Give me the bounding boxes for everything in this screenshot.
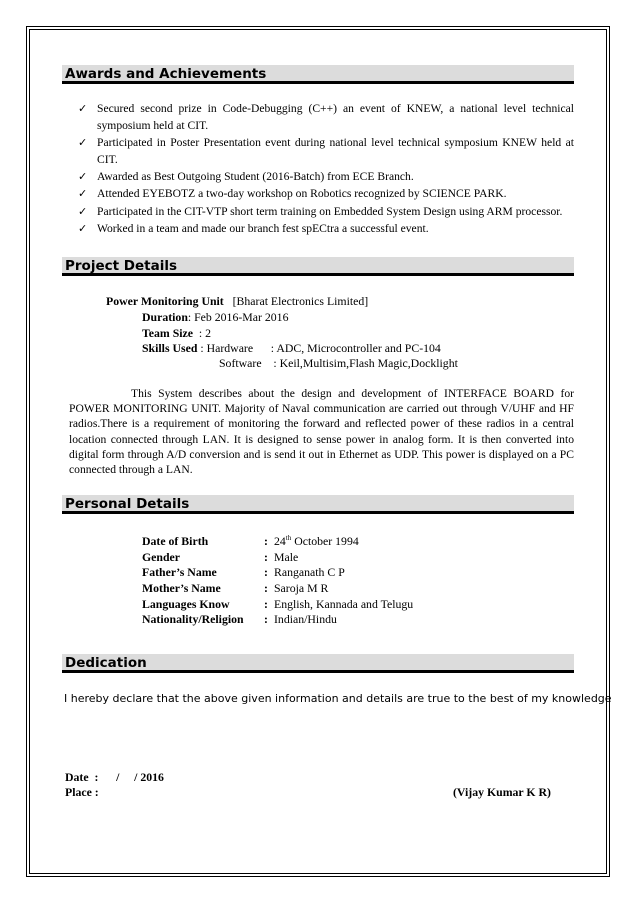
list-item xyxy=(78,221,574,238)
personal-value: Indian/Hindu xyxy=(274,612,337,626)
dedication-text: I hereby declare that the above given information and details are true to the best of my knowledge xyxy=(64,692,612,705)
personal-label: Date of Birth xyxy=(142,534,209,548)
checkmark-icon: ✓ xyxy=(78,204,88,218)
team-size-label: Team Size xyxy=(142,326,194,340)
skills-hardware: : Hardware : ADC, Microcontroller and PC-104 xyxy=(200,341,441,355)
list-item xyxy=(78,204,574,221)
list-item xyxy=(78,186,574,203)
colon: : xyxy=(264,581,268,595)
table-row xyxy=(142,597,413,612)
checkmark-icon: ✓ xyxy=(78,222,88,236)
dedication-heading: Dedication xyxy=(62,654,574,673)
colon: : xyxy=(264,550,268,564)
table-row xyxy=(142,550,298,565)
personal-value: 24 xyxy=(274,534,286,548)
project-title-line xyxy=(106,294,368,309)
personal-label: Gender xyxy=(142,550,181,564)
personal-value: Ranganath C P xyxy=(274,565,345,579)
duration-label: Duration xyxy=(142,310,188,324)
project-heading: Project Details xyxy=(62,257,574,276)
personal-value: Male xyxy=(274,550,299,564)
project-title: Power Monitoring Unit xyxy=(106,294,224,308)
date-line: Date : / / 2016 xyxy=(65,770,164,784)
personal-heading: Personal Details xyxy=(62,495,574,514)
skills-software: Software : Keil,Multisim,Flash Magic,Docklight xyxy=(219,356,458,370)
award-text: Participated in Poster Presentation event during national level technical symposium KNEW held at CIT. xyxy=(97,136,574,166)
colon: : xyxy=(264,565,268,579)
personal-label: Nationality/Religion xyxy=(142,612,244,626)
personal-value: English, Kannada and Telugu xyxy=(274,597,414,611)
personal-label: Languages Know xyxy=(142,597,230,611)
award-text: Secured second prize in Code-Debugging (C++) an event of KNEW, a national level technical symposium held at CIT. xyxy=(97,102,574,132)
personal-value-rest: October 1994 xyxy=(291,534,359,548)
table-row xyxy=(142,581,328,596)
project-team-size xyxy=(142,326,211,341)
award-text: Awarded as Best Outgoing Student (2016-Batch) from ECE Branch. xyxy=(97,170,414,184)
award-text: Worked in a team and made our branch fest spECtra a successful event. xyxy=(97,222,429,236)
award-text: Participated in the CIT-VTP short term training on Embedded System Design using ARM processor. xyxy=(97,204,563,218)
table-row xyxy=(142,612,337,627)
awards-list xyxy=(78,101,574,238)
list-item xyxy=(78,169,574,186)
signature: (Vijay Kumar K R) xyxy=(453,785,551,799)
list-item xyxy=(78,135,574,169)
project-duration xyxy=(142,310,288,325)
awards-heading: Awards and Achievements xyxy=(62,65,574,84)
checkmark-icon: ✓ xyxy=(78,170,88,184)
project-description-text: This System describes about the design and development of INTERFACE BOARD for POWER MONITORING UNIT. Majority of Naval communication are carried out through V/UHF and HF radios.There is a requirement of monitoring the forward and reflected power of these radios in a central location connected through LAN. It is designed to sense power in analog form. It is then converted into digital form through A/D conversion and is send it out in Ethernet as UDP. This power is displayed on a PC connected through a LAN. xyxy=(69,387,574,477)
colon: : xyxy=(264,534,268,548)
checkmark-icon: ✓ xyxy=(78,102,88,115)
personal-value: Saroja M R xyxy=(274,581,329,595)
checkmark-icon: ✓ xyxy=(78,136,88,150)
table-row xyxy=(142,534,359,549)
personal-value-sup: th xyxy=(285,534,292,543)
team-size-value: : 2 xyxy=(198,326,212,340)
colon: : xyxy=(264,612,268,626)
project-description xyxy=(69,386,574,477)
colon: : xyxy=(264,597,268,611)
place-line: Place : xyxy=(65,785,99,799)
table-row xyxy=(142,565,345,580)
list-item xyxy=(78,101,574,135)
project-skills xyxy=(142,341,441,356)
award-text: Attended EYEBOTZ a two-day workshop on Robotics recognized by SCIENCE PARK. xyxy=(97,187,507,201)
personal-label: Mother’s Name xyxy=(142,581,221,595)
duration-value: : Feb 2016-Mar 2016 xyxy=(187,310,289,324)
skills-label: Skills Used xyxy=(142,341,198,355)
project-company: [Bharat Electronics Limited] xyxy=(232,294,369,308)
checkmark-icon: ✓ xyxy=(78,187,88,201)
personal-label: Father’s Name xyxy=(142,565,217,579)
